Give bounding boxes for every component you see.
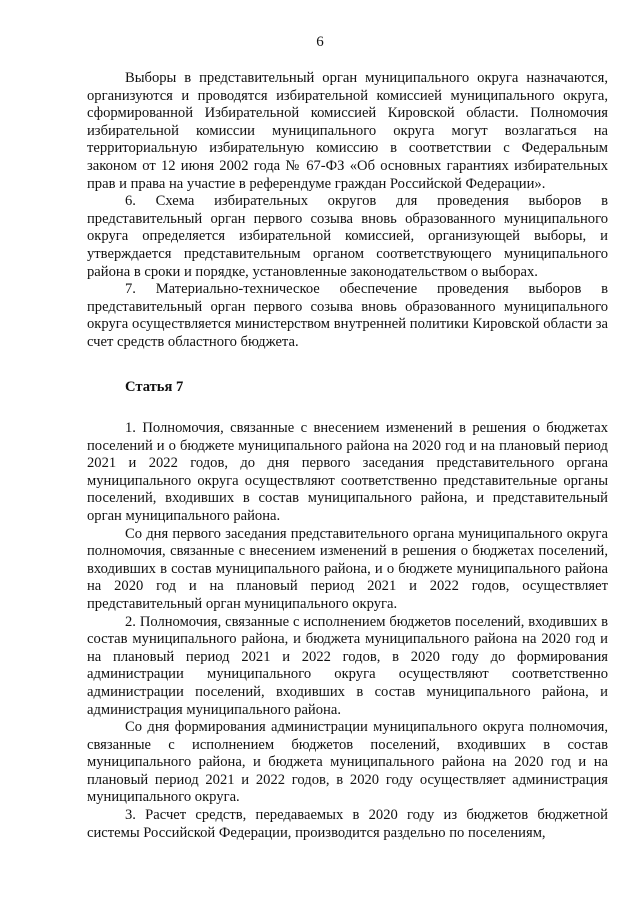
paragraph-article-item-2-continued: Со дня формирования администрации муниципального округа полномочия, связанные с исполнением бюджетов поселений, входивших в состав муниципального района, и бюджета муниципального района на 2020 год и на плановый период 2021 и 2022 годов, в 2020 году осуществляет администрация муниципального округа. (87, 719, 608, 806)
article-heading: Статья 7 (125, 379, 184, 395)
paragraph-article-item-1-continued: Со дня первого заседания представительного органа муниципального округа полномочия, связанные с внесением изменений в решения о бюджетах поселений, входивших в состав муниципального района, и о бюджете муниципального района на 2020 год и на плановый период 2021 и 2022 годов, осуществляет представительный орган муниципального округа. (87, 525, 608, 612)
paragraph-article-item-1: 1. Полномочия, связанные с внесением изменений в решения о бюджетах поселений и о бюджете муниципального района на 2020 год и на плановый период 2021 и 2022 годов, до дня первого заседания представительного органа муниципального округа осуществляют соответственно представительные органы поселений, входивших в состав муниципального района, и представительный орган муниципального района. (87, 420, 608, 524)
paragraph-article-item-3: 3. Расчет средств, передаваемых в 2020 году из бюджетов бюджетной системы Российской Федерации, производится раздельно по поселениям, (87, 807, 608, 841)
paragraph-item-6: 6. Схема избирательных округов для проведения выборов в представительный орган первого созыва вновь образованного муниципального округа определяется избирательной комиссией, организующей выборы, и утверждается представительным органом соответствующего муниципального района в сроки и порядке, установленные законодательством о выборах. (87, 193, 608, 280)
paragraph-elections-commission: Выборы в представительный орган муниципального округа назначаются, организуются и проводятся избирательной комиссией муниципального округа, сформированной Избирательной комиссией Кировской области. Полномочия избирательной комиссии муниципального округа могут возлагаться на территориальную избирательную комиссию в соответствии с Федеральным законом от 12 июня 2002 года № 67-ФЗ «Об основных гарантиях избирательных прав и права на участие в референдуме граждан Российской Федерации». (87, 70, 608, 192)
paragraph-item-7: 7. Материально-техническое обеспечение проведения выборов в представительный орган первого созыва вновь образованного муниципального округа осуществляется министерством внутренней политики Кировской области за счет средств областного бюджета. (87, 281, 608, 350)
paragraph-article-item-2: 2. Полномочия, связанные с исполнением бюджетов поселений, входивших в состав муниципального района, и бюджета муниципального района на 2020 год и на плановый период 2021 и 2022 годов, в 2020 году до формирования администрации муниципального округа осуществляют соответственно администрации поселений, входивших в состав муниципального района, и администрация муниципального района. (87, 613, 608, 718)
top-section (87, 70, 608, 352)
article-body (87, 420, 608, 842)
page-number: 6 (316, 34, 324, 50)
